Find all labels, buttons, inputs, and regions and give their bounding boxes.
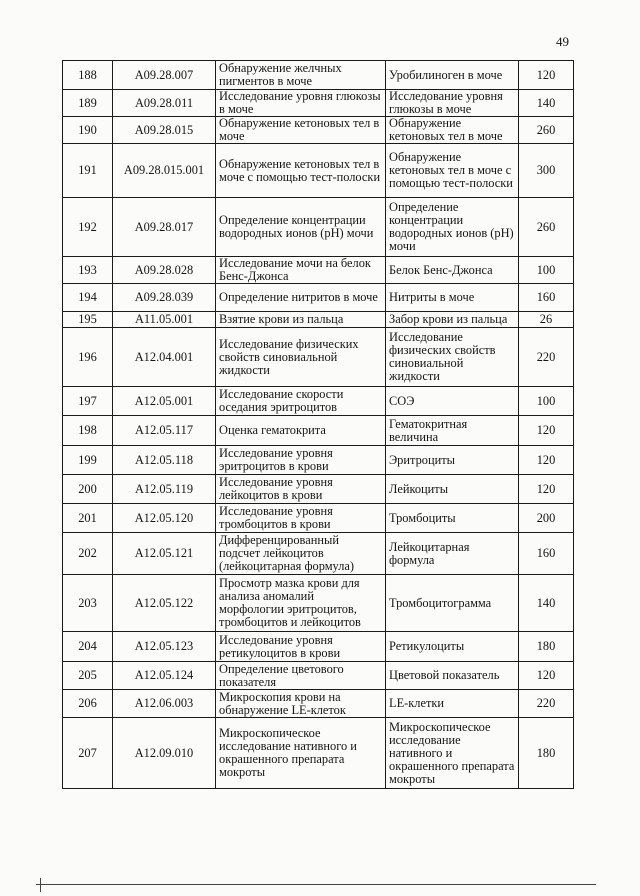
service-short-name: Белок Бенс-Джонса <box>386 257 519 284</box>
service-short-name: Тромбоциты <box>386 504 519 533</box>
row-number: 189 <box>63 90 113 117</box>
service-short-name: Исследование уровня глюкозы в моче <box>386 90 519 117</box>
service-code: A12.05.120 <box>113 504 216 533</box>
service-name: Исследование уровня эритроцитов в крови <box>216 446 386 475</box>
service-price: 300 <box>519 144 574 198</box>
service-name: Дифференцированный подсчет лейкоцитов (лейкоцитарная формула) <box>216 533 386 575</box>
service-price: 26 <box>519 312 574 328</box>
service-name: Определение концентрации водородных ионов (pH) мочи <box>216 198 386 257</box>
service-short-name: Исследование физических свойств синовиальной жидкости <box>386 328 519 387</box>
service-short-name: Ретикулоциты <box>386 632 519 662</box>
service-price: 120 <box>519 446 574 475</box>
row-number: 190 <box>63 117 113 144</box>
service-name: Исследование уровня тромбоцитов в крови <box>216 504 386 533</box>
service-code: A09.28.028 <box>113 257 216 284</box>
service-price: 180 <box>519 632 574 662</box>
service-name: Исследование мочи на белок Бенс-Джонса <box>216 257 386 284</box>
service-short-name: Цветовой показатель <box>386 662 519 690</box>
service-price: 120 <box>519 475 574 504</box>
row-number: 197 <box>63 387 113 416</box>
service-code: A09.28.015 <box>113 117 216 144</box>
service-short-name: Нитриты в моче <box>386 284 519 312</box>
service-code: A12.05.119 <box>113 475 216 504</box>
service-code: A09.28.017 <box>113 198 216 257</box>
service-price: 220 <box>519 328 574 387</box>
service-short-name: СОЭ <box>386 387 519 416</box>
table-row <box>63 198 574 257</box>
service-name: Оценка гематокрита <box>216 416 386 446</box>
bottom-tick-mark <box>40 878 41 892</box>
service-price: 220 <box>519 690 574 718</box>
table-row <box>63 416 574 446</box>
service-name: Определение цветового показателя <box>216 662 386 690</box>
service-short-name: Обнаружение кетоновых тел в моче с помощью тест-полоски <box>386 144 519 198</box>
row-number: 201 <box>63 504 113 533</box>
service-short-name: Определение концентрации водородных ионов (pH) мочи <box>386 198 519 257</box>
service-short-name: Обнаружение кетоновых тел в моче <box>386 117 519 144</box>
service-code: A12.05.123 <box>113 632 216 662</box>
service-short-name: Микроскопическое исследование нативного и окрашенного препарата мокроты <box>386 718 519 789</box>
service-code: A09.28.011 <box>113 90 216 117</box>
table-row <box>63 312 574 328</box>
table-row <box>63 718 574 789</box>
row-number: 198 <box>63 416 113 446</box>
service-short-name: Уробилиноген в моче <box>386 61 519 90</box>
table-row <box>63 284 574 312</box>
service-short-name: Эритроциты <box>386 446 519 475</box>
table-row <box>63 533 574 575</box>
service-name: Исследование физических свойств синовиальной жидкости <box>216 328 386 387</box>
table-row <box>63 328 574 387</box>
row-number: 191 <box>63 144 113 198</box>
service-price: 200 <box>519 504 574 533</box>
service-code: A12.05.121 <box>113 533 216 575</box>
service-price: 120 <box>519 662 574 690</box>
service-price: 260 <box>519 117 574 144</box>
row-number: 192 <box>63 198 113 257</box>
table-row <box>63 117 574 144</box>
row-number: 196 <box>63 328 113 387</box>
service-name: Обнаружение кетоновых тел в моче с помощью тест-полоски <box>216 144 386 198</box>
service-short-name: Лейкоциты <box>386 475 519 504</box>
service-price: 100 <box>519 257 574 284</box>
row-number: 199 <box>63 446 113 475</box>
service-price: 180 <box>519 718 574 789</box>
table-row <box>63 257 574 284</box>
service-code: A12.05.124 <box>113 662 216 690</box>
table-body <box>63 61 574 789</box>
service-price: 140 <box>519 575 574 632</box>
service-price: 120 <box>519 416 574 446</box>
table-row <box>63 504 574 533</box>
price-list-table <box>62 60 574 789</box>
row-number: 207 <box>63 718 113 789</box>
service-code: A12.05.118 <box>113 446 216 475</box>
service-name: Взятие крови из пальца <box>216 312 386 328</box>
row-number: 203 <box>63 575 113 632</box>
service-code: A12.06.003 <box>113 690 216 718</box>
service-name: Исследование уровня глюкозы в моче <box>216 90 386 117</box>
service-code: A11.05.001 <box>113 312 216 328</box>
table-row <box>63 61 574 90</box>
service-name: Исследование скорости оседания эритроцитов <box>216 387 386 416</box>
service-code: A12.04.001 <box>113 328 216 387</box>
service-name: Микроскопия крови на обнаружение LE-клеток <box>216 690 386 718</box>
row-number: 205 <box>63 662 113 690</box>
service-price: 100 <box>519 387 574 416</box>
service-short-name: Гематокритная величина <box>386 416 519 446</box>
service-code: A09.28.039 <box>113 284 216 312</box>
service-short-name: Лейкоцитарная формула <box>386 533 519 575</box>
service-code: A09.28.015.001 <box>113 144 216 198</box>
table-row <box>63 575 574 632</box>
service-name: Обнаружение кетоновых тел в моче <box>216 117 386 144</box>
bottom-rule <box>36 884 596 885</box>
service-price: 140 <box>519 90 574 117</box>
table-row <box>63 387 574 416</box>
service-price: 260 <box>519 198 574 257</box>
service-code: A12.09.010 <box>113 718 216 789</box>
service-name: Определение нитритов в моче <box>216 284 386 312</box>
row-number: 193 <box>63 257 113 284</box>
service-code: A12.05.001 <box>113 387 216 416</box>
service-name: Исследование уровня лейкоцитов в крови <box>216 475 386 504</box>
table-row <box>63 475 574 504</box>
table-row <box>63 90 574 117</box>
service-code: A12.05.122 <box>113 575 216 632</box>
row-number: 188 <box>63 61 113 90</box>
service-short-name: LE-клетки <box>386 690 519 718</box>
service-name: Обнаружение желчных пигментов в моче <box>216 61 386 90</box>
row-number: 206 <box>63 690 113 718</box>
service-code: A12.05.117 <box>113 416 216 446</box>
service-price: 160 <box>519 533 574 575</box>
table-row <box>63 632 574 662</box>
service-price: 120 <box>519 61 574 90</box>
service-short-name: Тромбоцитограмма <box>386 575 519 632</box>
table-row <box>63 144 574 198</box>
service-name: Микроскопическое исследование нативного и окрашенного препарата мокроты <box>216 718 386 789</box>
table-row <box>63 690 574 718</box>
table-row <box>63 662 574 690</box>
service-name: Исследование уровня ретикулоцитов в крови <box>216 632 386 662</box>
row-number: 202 <box>63 533 113 575</box>
service-code: A09.28.007 <box>113 61 216 90</box>
row-number: 204 <box>63 632 113 662</box>
row-number: 194 <box>63 284 113 312</box>
row-number: 195 <box>63 312 113 328</box>
service-price: 160 <box>519 284 574 312</box>
page-number: 49 <box>556 34 569 49</box>
service-name: Просмотр мазка крови для анализа аномалий морфологии эритроцитов, тромбоцитов и лейкоцитов <box>216 575 386 632</box>
service-short-name: Забор крови из пальца <box>386 312 519 328</box>
row-number: 200 <box>63 475 113 504</box>
table-row <box>63 446 574 475</box>
